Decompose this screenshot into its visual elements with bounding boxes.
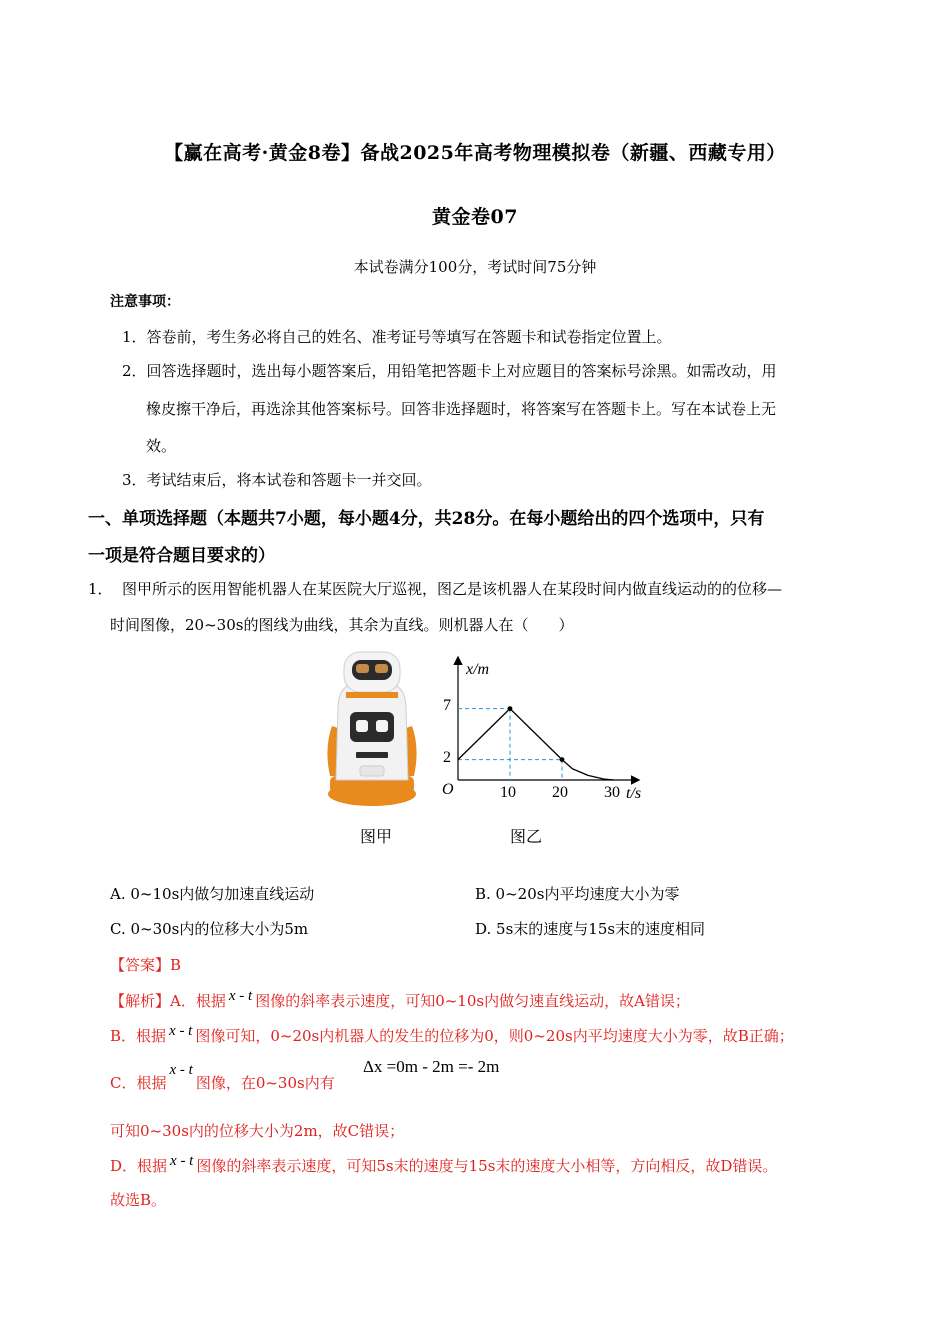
x-axis-label: t/s [626,785,642,802]
exam-info: 本试卷满分100分，考试时间75分钟 [353,258,597,276]
question-number: 1． [88,580,113,598]
option-b: B. 0~20s内平均速度大小为零 [475,885,680,903]
analysis-b-prefix: B．根据 [110,1027,167,1045]
notice-item-2: 2．回答选择题时，选出每小题答案后，用铅笔把答题卡上对应题目的答案标号涂黑。如需改动，用 [122,362,777,380]
analysis-c-prefix: C．根据 [110,1074,167,1092]
analysis-b-text: 图像可知，0~20s内机器人的发生的位移为0，则0~20s内平均速度大小为零，故B正确； [195,1027,794,1045]
analysis-a-prefix: A．根据 [170,992,226,1010]
y-tick-7: 7 [443,697,451,714]
analysis-label: 【解析】 [110,992,171,1010]
paper-subtitle: 黄金卷07 [432,206,518,228]
xt-chart [432,652,664,802]
analysis-line-a [110,990,690,1011]
notice-item-2-end: 效。 [146,437,177,455]
origin-label: O [442,781,454,798]
notice-heading: 注意事项： [110,294,180,310]
section-heading: 一、单项选择题（本题共7小题，每小题4分，共28分。在每小题给出的四个选项中，只有 [88,509,765,529]
analysis-c-text: 图像，在0~30s内有 [195,1074,335,1092]
question-stem: 图甲所示的医用智能机器人在某医院大厅巡视，图乙是该机器人在某段时间内做直线运动的的位移— [122,580,783,598]
robot-image [322,648,422,808]
analysis-a-text: 图像的斜率表示速度，可知0~10s内做匀速直线运动，故A错误； [255,992,690,1010]
option-d: D. 5s末的速度与15s末的速度相同 [475,920,706,938]
analysis-conclusion: 故选B。 [110,1191,167,1209]
exam-title: 【赢在高考·黄金8卷】备战2025年高考物理模拟卷（新疆、西藏专用） [164,142,786,164]
y-tick-2: 2 [443,749,451,766]
figure-caption-b: 图乙 [510,827,543,846]
analysis-line-c [110,1062,335,1093]
option-c: C. 0~30s内的位移大小为5m [110,920,309,938]
series-curve-segment [562,760,614,780]
option-a: A. 0~10s内做匀加速直线运动 [110,885,315,903]
notice-item-2-cont: 橡皮擦干净后，再选涂其他答案标号。回答非选择题时，将答案写在答题卡上。写在本试卷上无 [146,400,777,418]
point-peak [508,706,513,711]
question-stem-cont: 时间图像，20~30s的图线为曲线，其余为直线。则机器人在（ ） [110,616,574,634]
y-axis-label: x/m [466,661,490,678]
xt-symbol: x - t [169,1062,193,1078]
x-tick-10: 10 [500,784,516,801]
analysis-c-conclusion: 可知0~30s内的位移大小为2m，故C错误； [110,1122,405,1140]
notice-item-1: 1．答卷前，考生务必将自己的姓名、准考证号等填写在答题卡和试卷指定位置上。 [122,328,672,346]
x-tick-30: 30 [604,784,620,801]
x-tick-20: 20 [552,784,568,801]
xt-symbol: x - t [228,988,253,1004]
xt-symbol: x - t [170,1153,194,1169]
displacement-equation: Δx =0m - 2m =- 2m [363,1057,500,1076]
section-heading-cont: 一项是符合题目要求的） [88,546,275,566]
analysis-line-b [110,1025,794,1046]
figure-caption-a: 图甲 [360,827,393,846]
notice-item-3: 3．考试结束后，将本试卷和答题卡一并交回。 [122,471,432,489]
analysis-d-text: 图像的斜率表示速度，可知5s末的速度与15s末的速度大小相等，方向相反，故D错误。 [196,1157,778,1175]
analysis-line-d [110,1155,777,1176]
analysis-d-prefix: D．根据 [110,1157,168,1175]
point-t20 [560,757,565,762]
xt-symbol: x - t [169,1023,193,1039]
answer-label: 【答案】B [110,956,182,974]
